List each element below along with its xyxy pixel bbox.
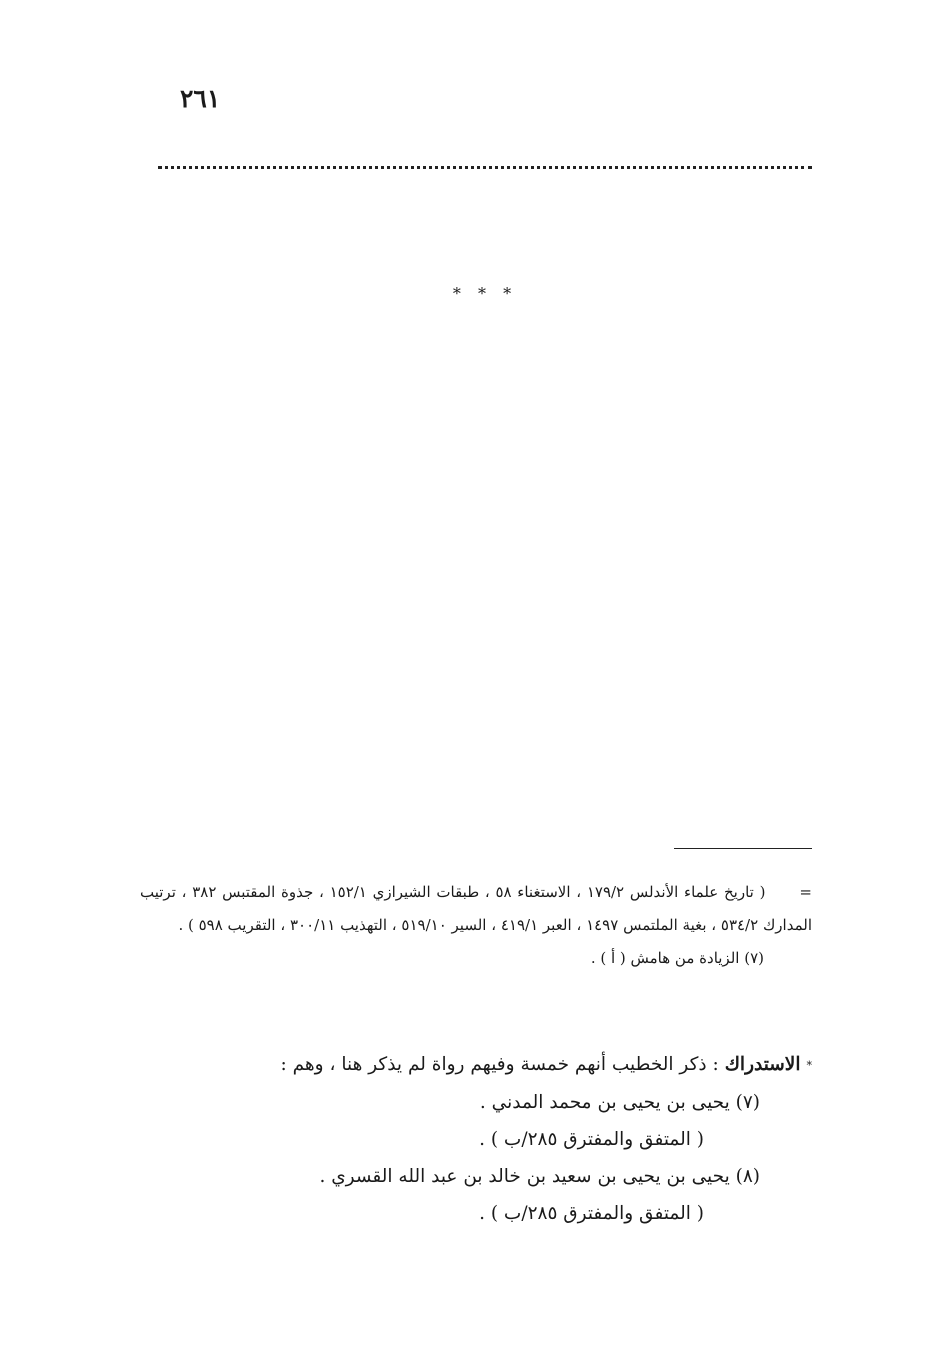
istidrak-star: *	[806, 1058, 812, 1072]
footnotes	[140, 876, 812, 975]
istidrak-entry-source: ( المتفق والمفترق ٢٨٥/ب ) .	[479, 1202, 704, 1224]
footnote-continuation-text: ( تاريخ علماء الأندلس ١٧٩/٢ ، الاستغناء ٥٨ ، طبقات الشيرازي ١٥٢/١ ، جذوة المقتبس ٣٨٢ ، ترتيب المدارك ٥٣٤/٢ ، بغية الملتمس ١٤٩٧ ، العبر ٤١٩/١ ، السير ٥١٩/١٠ ، التهذيب ٣٠٠/١١ ، التقريب ٥٩٨ ) .	[140, 883, 812, 934]
istidrak-entry-source: ( المتفق والمفترق ٢٨٥/ب ) .	[479, 1128, 704, 1150]
continuation-marker: =	[799, 883, 812, 901]
istidrak-entry-name: (٧) يحيى بن يحيى بن محمد المدني .	[479, 1091, 760, 1113]
istidrak-label: الاستدراك	[724, 1054, 801, 1075]
istidrak-intro-text: : ذكر الخطيب أنهم خمسة وفيهم رواة لم يذكر هنا ، وهم :	[280, 1054, 719, 1075]
istidrak-section	[200, 1046, 812, 1232]
section-end-asterisks: * * *	[452, 284, 518, 303]
istidrak-intro	[200, 1046, 812, 1084]
footnote-continuation	[140, 876, 812, 942]
footnote-separator	[674, 848, 812, 849]
footnote-7: (٧) الزيادة من هامش ( أ ) .	[590, 949, 764, 967]
istidrak-entry-name: (٨) يحيى بن يحيى بن سعيد بن خالد بن عبد الله القسري .	[319, 1165, 760, 1187]
page-number: ٢٦١	[180, 84, 221, 113]
header-dotted-divider	[158, 166, 812, 169]
